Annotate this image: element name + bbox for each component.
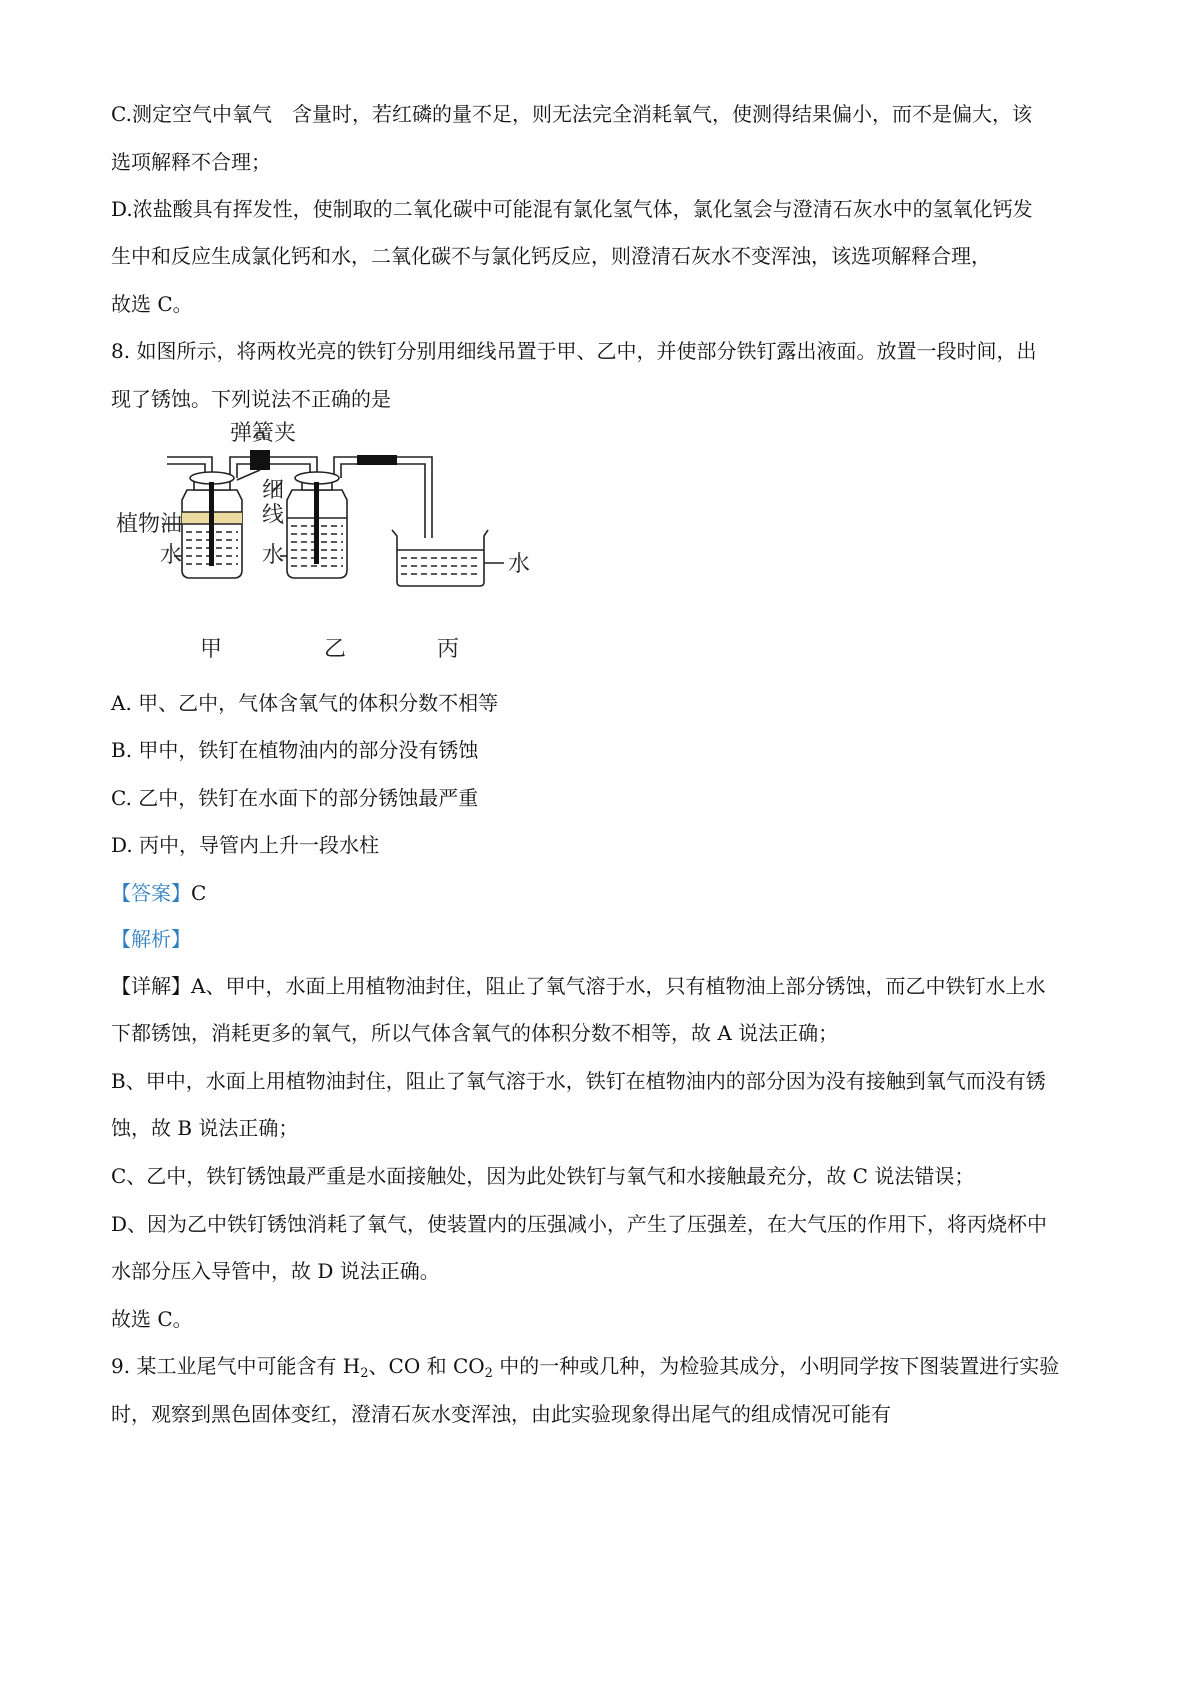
explanation-line: B、甲中，水面上用植物油封住，阻止了氧气溶于水，铁钉在植物油内的部分因为没有接触到氧气而没有锈 <box>111 1069 1046 1093</box>
water-label: 水 <box>160 543 183 568</box>
text-line: C.测定空气中氧气 含量时，若红磷的量不足，则无法完全消耗氧气，使测得结果偏小，而不是偏大，该 <box>111 102 1032 126</box>
text-line: 故选 C。 <box>111 292 193 316</box>
spring-clip-label: 弹簧夹 <box>230 421 297 446</box>
water-label: 水 <box>508 552 531 577</box>
explanation-line: C、乙中，铁钉锈蚀最严重是水面接触处，因为此处铁钉与氧气和水接触最充分，故 C 说法错误； <box>111 1164 975 1188</box>
question-9-stem: 时，观察到黑色固体变红，澄清石灰水变浑浊，由此实验现象得出尾气的组成情况可能有 <box>111 1402 891 1426</box>
analysis-label: 【解析】 <box>111 927 191 951</box>
explanation-line: D、因为乙中铁钉锈蚀消耗了氧气，使装置内的压强减小，产生了压强差，在大气压的作用下，将丙烧杯中 <box>111 1212 1048 1236</box>
option-d: D. 丙中，导管内上升一段水柱 <box>111 833 380 857</box>
q9-text: 、CO 和 CO <box>368 1354 485 1378</box>
apparatus-yi-label: 乙 <box>324 637 347 662</box>
text-line: 选项解释不合理； <box>111 150 271 174</box>
question-8-stem: 现了锈蚀。下列说法不正确的是 <box>111 387 391 411</box>
q9-text: 中的一种或几种，为检验其成分，小明同学按下图装置进行实验 <box>492 1354 1060 1378</box>
question-8-stem: 8. 如图所示，将两枚光亮的铁钉分别用细线吊置于甲、乙中，并使部分铁钉露出液面。放置一段时间，出 <box>111 339 1037 363</box>
thread-label: 细 <box>262 478 285 503</box>
explanation-line: 故选 C。 <box>111 1307 193 1331</box>
vegetable-oil-label: 植物油 <box>116 512 183 537</box>
option-b: B. 甲中，铁钉在植物油内的部分没有锈蚀 <box>111 738 479 762</box>
explanation-line: 水部分压入导管中，故 D 说法正确。 <box>111 1259 440 1283</box>
answer-label: 【答案】 <box>111 881 191 905</box>
q9-subscript: 2 <box>484 1366 493 1381</box>
q9-text: 9. 某工业尾气中可能含有 H <box>111 1354 361 1378</box>
text-line: D.浓盐酸具有挥发性，使制取的二氧化碳中可能混有氯化氢气体，氯化氢会与澄清石灰水中的氢氧化钙发 <box>111 197 1033 221</box>
water-label: 水 <box>262 543 285 568</box>
thread-label: 线 <box>262 503 285 528</box>
apparatus-bing-label: 丙 <box>437 637 460 662</box>
answer-line <box>111 880 206 906</box>
q9-subscript: 2 <box>360 1366 369 1381</box>
answer-value: C <box>191 881 207 905</box>
explanation-line: 蚀，故 B 说法正确； <box>111 1116 299 1140</box>
apparatus-jia-label: 甲 <box>200 637 223 662</box>
rusting-apparatus-figure <box>112 420 557 665</box>
option-c: C. 乙中，铁钉在水面下的部分锈蚀最严重 <box>111 786 479 810</box>
text-line: 生中和反应生成氯化钙和水，二氧化碳不与氯化钙反应，则澄清石灰水不变浑浊，该选项解释合理， <box>111 244 991 268</box>
explanation-line: 【详解】A、甲中，水面上用植物油封住，阻止了氧气溶于水，只有植物油上部分锈蚀，而乙中铁钉水上水 <box>111 974 1046 998</box>
option-a: A. 甲、乙中，气体含氧气的体积分数不相等 <box>111 691 499 715</box>
question-9-stem <box>111 1353 1059 1379</box>
explanation-line: 下都锈蚀，消耗更多的氧气，所以气体含氧气的体积分数不相等，故 A 说法正确； <box>111 1021 839 1045</box>
